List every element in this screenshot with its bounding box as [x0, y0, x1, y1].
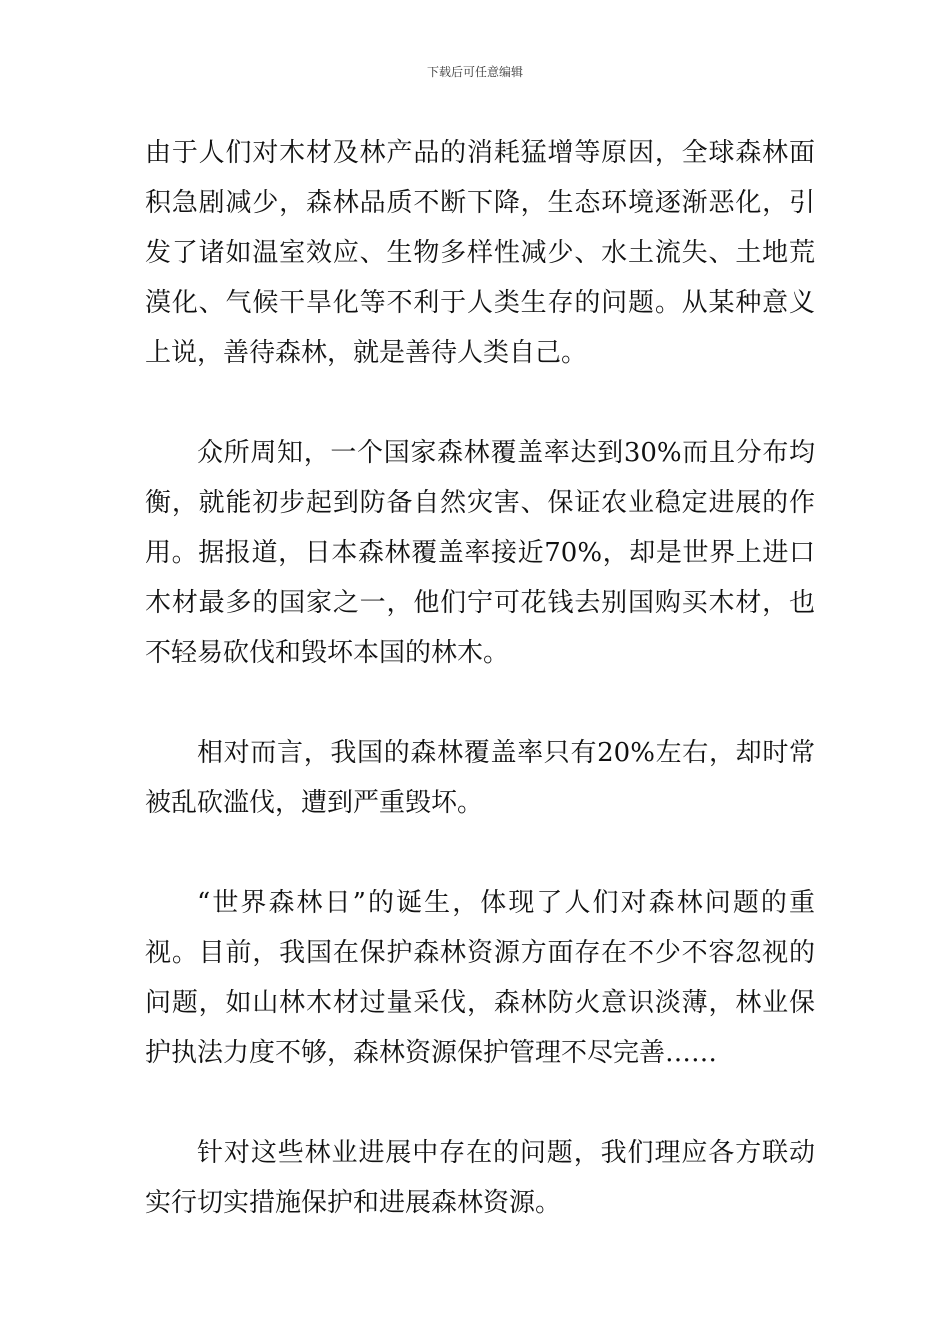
paragraph-5: 针对这些林业进展中存在的问题，我们理应各方联动实行切实措施保护和进展森林资源。: [145, 1138, 815, 1218]
paragraph-2: 众所周知，一个国家森林覆盖率达到30%而且分布均衡，就能初步起到防备自然灾害、保证农业稳定进展的作用。据报道，日本森林覆盖率接近70%，却是世界上进口木材最多的国家之一，他们宁可花钱去别国购买木材，也不轻易砍伐和毁坏本国的林木。: [145, 438, 815, 668]
page-header: 下载后可任意编辑: [426, 65, 523, 79]
document-body: [145, 128, 815, 1228]
paragraph-4: “世界森林日”的诞生，体现了人们对森林问题的重视。目前，我国在保护森林资源方面存在不少不容忽视的问题，如山林木材过量采伐，森林防火意识淡薄，林业保护执法力度不够，森林资源保护管理不尽完善……: [145, 888, 815, 1068]
paragraph-1: 由于人们对木材及林产品的消耗猛增等原因，全球森林面积急剧减少，森林品质不断下降，生态环境逐渐恶化，引发了诸如温室效应、生物多样性减少、水土流失、土地荒漠化、气候干旱化等不利于人类生存的问题。从某种意义上说，善待森林，就是善待人类自己。: [145, 138, 815, 368]
paragraph-3: 相对而言，我国的森林覆盖率只有20%左右，却时常被乱砍滥伐，遭到严重毁坏。: [145, 738, 815, 818]
